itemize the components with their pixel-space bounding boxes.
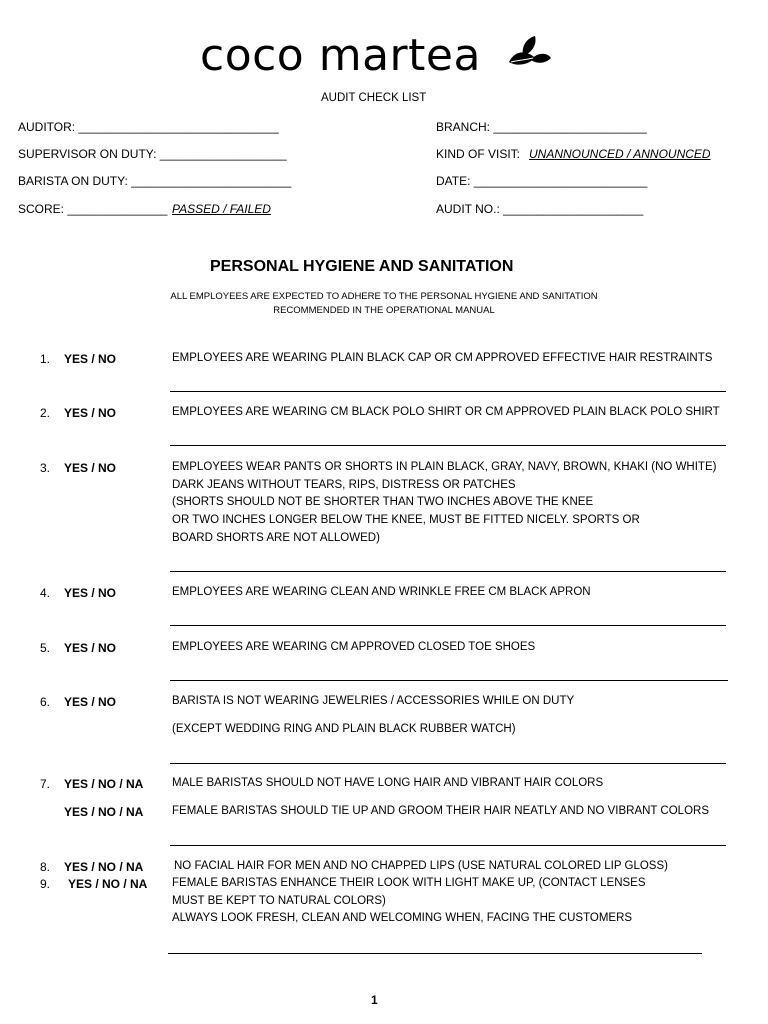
item-text: OR TWO INCHES LONGER BELOW THE KNEE, MUST BE FITTED NICELY. SPORTS OR [172,514,640,526]
item-text: DARK JEANS WITHOUT TEARS, RIPS, DISTRESS OR PATCHES [172,479,516,491]
item-text: MUST BE KEPT TO NATURAL COLORS) [172,895,386,907]
section-note-line-1: ALL EMPLOYEES ARE EXPECTED TO ADHERE TO THE PERSONAL HYGIENE AND SANITATION [170,291,598,302]
answer-line[interactable] [170,391,726,392]
auditor-field[interactable]: AUDITOR: ______________________________ [18,120,279,134]
yes-no-toggle[interactable]: YES / NO [64,695,117,709]
item-number: 9. [40,877,51,891]
item-text: EMPLOYEES ARE WEARING CM APPROVED CLOSED TOE SHOES [172,641,536,653]
item-text: BARISTA IS NOT WEARING JEWELRIES / ACCESSORIES WHILE ON DUTY [172,695,575,707]
item-number: 8. [40,860,51,874]
answer-line[interactable] [170,571,726,572]
yes-no-toggle[interactable]: YES / NO [64,352,117,366]
item-text: EMPLOYEES ARE WEARING PLAIN BLACK CAP OR CM APPROVED EFFECTIVE HAIR RESTRAINTS [172,352,713,364]
item-number: 6. [40,695,51,709]
kind-of-visit-label: KIND OF VISIT: [436,147,521,161]
answer-line[interactable] [170,445,726,446]
item-text: FEMALE BARISTAS ENHANCE THEIR LOOK WITH LIGHT MAKE UP, (CONTACT LENSES [172,877,646,889]
item-number: 4. [40,586,51,600]
yes-no-toggle[interactable]: YES / NO [64,406,117,420]
item-text: (EXCEPT WEDDING RING AND PLAIN BLACK RUBBER WATCH) [172,723,516,735]
supervisor-field[interactable]: SUPERVISOR ON DUTY: ___________________ [18,147,287,161]
answer-line[interactable] [170,680,728,681]
yes-no-na-toggle[interactable]: YES / NO / NA [64,805,144,819]
yes-no-toggle[interactable]: YES / NO [64,461,117,475]
item-number: 2. [40,406,51,420]
answer-line[interactable] [170,625,726,626]
yes-no-toggle[interactable]: YES / NO [64,641,117,655]
item-text: MALE BARISTAS SHOULD NOT HAVE LONG HAIR AND VIBRANT HAIR COLORS [172,777,604,789]
item-text: FEMALE BARISTAS SHOULD TIE UP AND GROOM THEIR HAIR NEATLY AND NO VIBRANT COLORS [172,805,709,817]
section-note-line-2: RECOMMENDED IN THE OPERATIONAL MANUAL [273,305,495,316]
section-title: PERSONAL HYGIENE AND SANITATION [210,258,514,275]
barista-field[interactable]: BARISTA ON DUTY: ________________________ [18,174,292,188]
score-result-options[interactable]: PASSED / FAILED [172,202,271,216]
yes-no-na-toggle[interactable]: YES / NO / NA [68,877,148,891]
answer-line[interactable] [170,845,726,846]
audit-no-field[interactable]: AUDIT NO.: _____________________ [436,202,644,216]
brand-logo-text: coco martea [200,30,481,81]
yes-no-na-toggle[interactable]: YES / NO / NA [64,777,144,791]
leaf-logo-icon [505,36,551,72]
doc-title: AUDIT CHECK LIST [321,92,427,104]
answer-line[interactable] [168,953,702,954]
yes-no-na-toggle[interactable]: YES / NO / NA [64,860,144,874]
item-text: EMPLOYEES ARE WEARING CLEAN AND WRINKLE FREE CM BLACK APRON [172,586,591,598]
page-number: 1 [371,993,378,1007]
score-field[interactable]: SCORE: _______________ [18,202,168,216]
kind-of-visit-options[interactable]: UNANNOUNCED / ANNOUNCED [529,147,711,161]
item-text: (SHORTS SHOULD NOT BE SHORTER THAN TWO INCHES ABOVE THE KNEE [172,496,594,508]
item-number: 7. [40,777,51,791]
item-text: BOARD SHORTS ARE NOT ALLOWED) [172,532,380,544]
item-text: NO FACIAL HAIR FOR MEN AND NO CHAPPED LIPS (USE NATURAL COLORED LIP GLOSS) [174,860,668,872]
item-text: EMPLOYEES WEAR PANTS OR SHORTS IN PLAIN BLACK, GRAY, NAVY, BROWN, KHAKI (NO WHITE) [172,461,717,473]
item-number: 5. [40,641,51,655]
yes-no-toggle[interactable]: YES / NO [64,586,117,600]
item-text: EMPLOYEES ARE WEARING CM BLACK POLO SHIRT OR CM APPROVED PLAIN BLACK POLO SHIRT [172,406,720,418]
branch-field[interactable]: BRANCH: _______________________ [436,120,647,134]
item-number: 3. [40,461,51,475]
item-text: ALWAYS LOOK FRESH, CLEAN AND WELCOMING WHEN, FACING THE CUSTOMERS [172,912,633,924]
item-number: 1. [40,352,51,366]
answer-line[interactable] [170,763,726,764]
date-field[interactable]: DATE: __________________________ [436,174,648,188]
